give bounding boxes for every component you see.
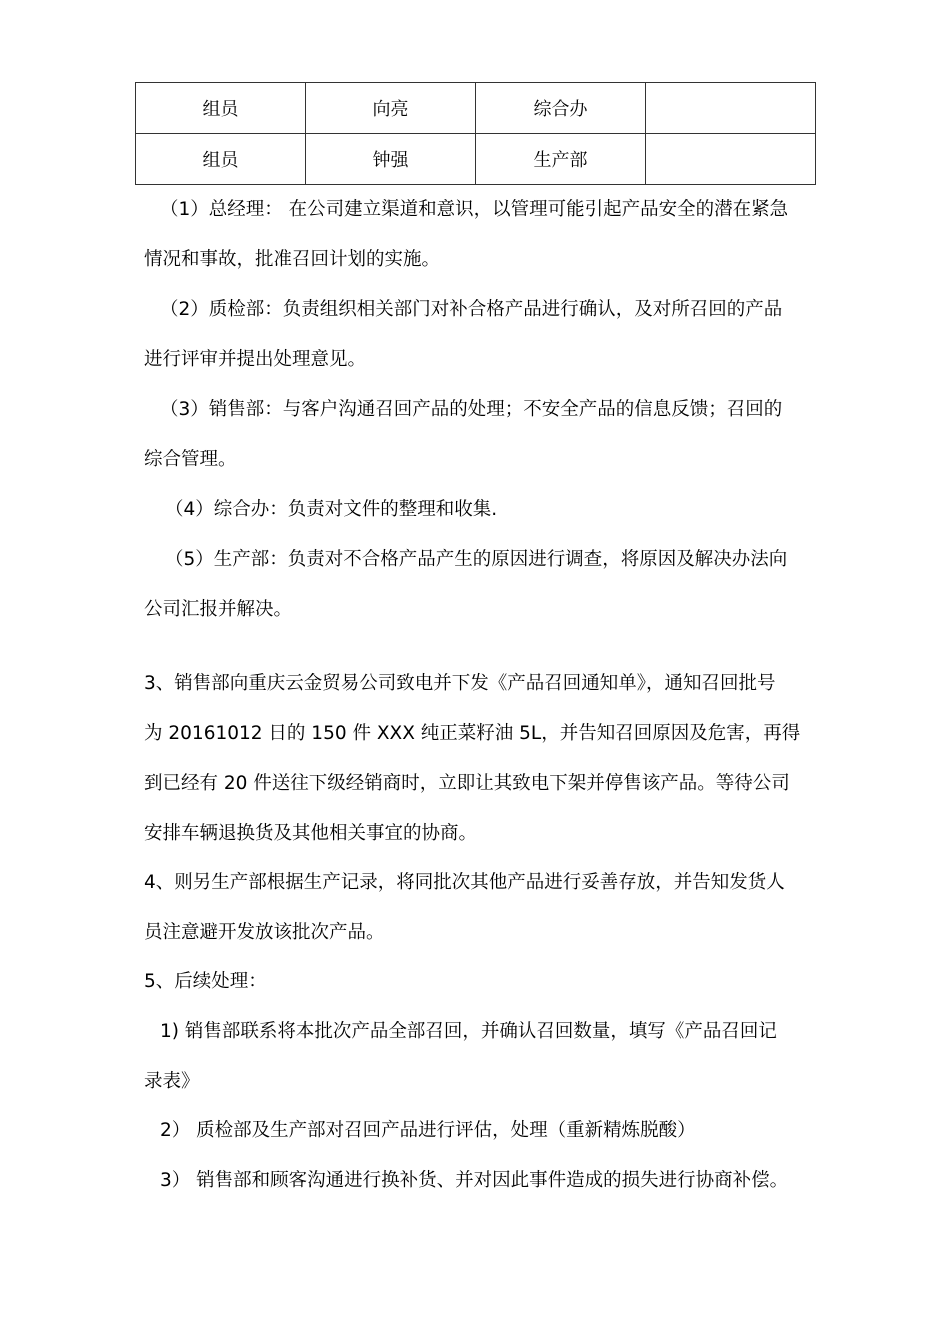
text-line: 员注意避开发放该批次产品。: [144, 922, 385, 943]
text-line: 3） 销售部和顾客沟通进行换补货、并对因此事件造成的损失进行协商补偿。: [160, 1170, 789, 1191]
text-line: 为 20161012 日的 150 件 XXX 纯正菜籽油 5L，并告知召回原因及危害，再得: [144, 723, 801, 744]
text-line: 录表》: [144, 1071, 200, 1092]
table-cell: 综合办: [476, 83, 646, 134]
table-row: [136, 134, 816, 185]
table-cell: 向亮: [306, 83, 476, 134]
text-line: 1) 销售部联系将本批次产品全部召回，并确认召回数量，填写《产品召回记: [160, 1021, 777, 1042]
text-line: （1）总经理： 在公司建立渠道和意识，以管理可能引起产品安全的潜在紧急: [160, 199, 789, 220]
text-line: 5、后续处理：: [144, 971, 267, 992]
text-line: （5）生产部：负责对不合格产品产生的原因进行调查，将原因及解决办法向: [165, 549, 788, 570]
text-line: 2） 质检部及生产部对召回产品进行评估，处理（重新精炼脱酸）: [160, 1120, 696, 1141]
text-line: 安排车辆退换货及其他相关事宜的协商。: [144, 823, 478, 844]
text-line: 4、则另生产部根据生产记录，将同批次其他产品进行妥善存放，并告知发货人: [144, 872, 785, 893]
text-line: （3）销售部：与客户沟通召回产品的处理；不安全产品的信息反馈；召回的: [160, 399, 783, 420]
table-row: [136, 83, 816, 134]
table-cell: 组员: [136, 83, 306, 134]
text-line: 情况和事故，批准召回计划的实施。: [144, 249, 441, 270]
text-line: （4）综合办：负责对文件的整理和收集.: [165, 499, 498, 520]
text-line: 综合管理。: [144, 449, 237, 470]
table-cell: 生产部: [476, 134, 646, 185]
text-line: 进行评审并提出处理意见。: [144, 349, 367, 370]
text-line: 到已经有 20 件送往下级经销商时，立即让其致电下架并停售该产品。等待公司: [144, 773, 790, 794]
roster-table: [135, 82, 816, 185]
table-cell: [646, 134, 816, 185]
text-line: 3、销售部向重庆云金贸易公司致电并下发《产品召回通知单》，通知召回批号: [144, 673, 776, 694]
table-cell: [646, 83, 816, 134]
text-line: 公司汇报并解决。: [144, 599, 293, 620]
table-cell: 钟强: [306, 134, 476, 185]
table-cell: 组员: [136, 134, 306, 185]
text-line: （2）质检部：负责组织相关部门对补合格产品进行确认，及对所召回的产品: [160, 299, 783, 320]
